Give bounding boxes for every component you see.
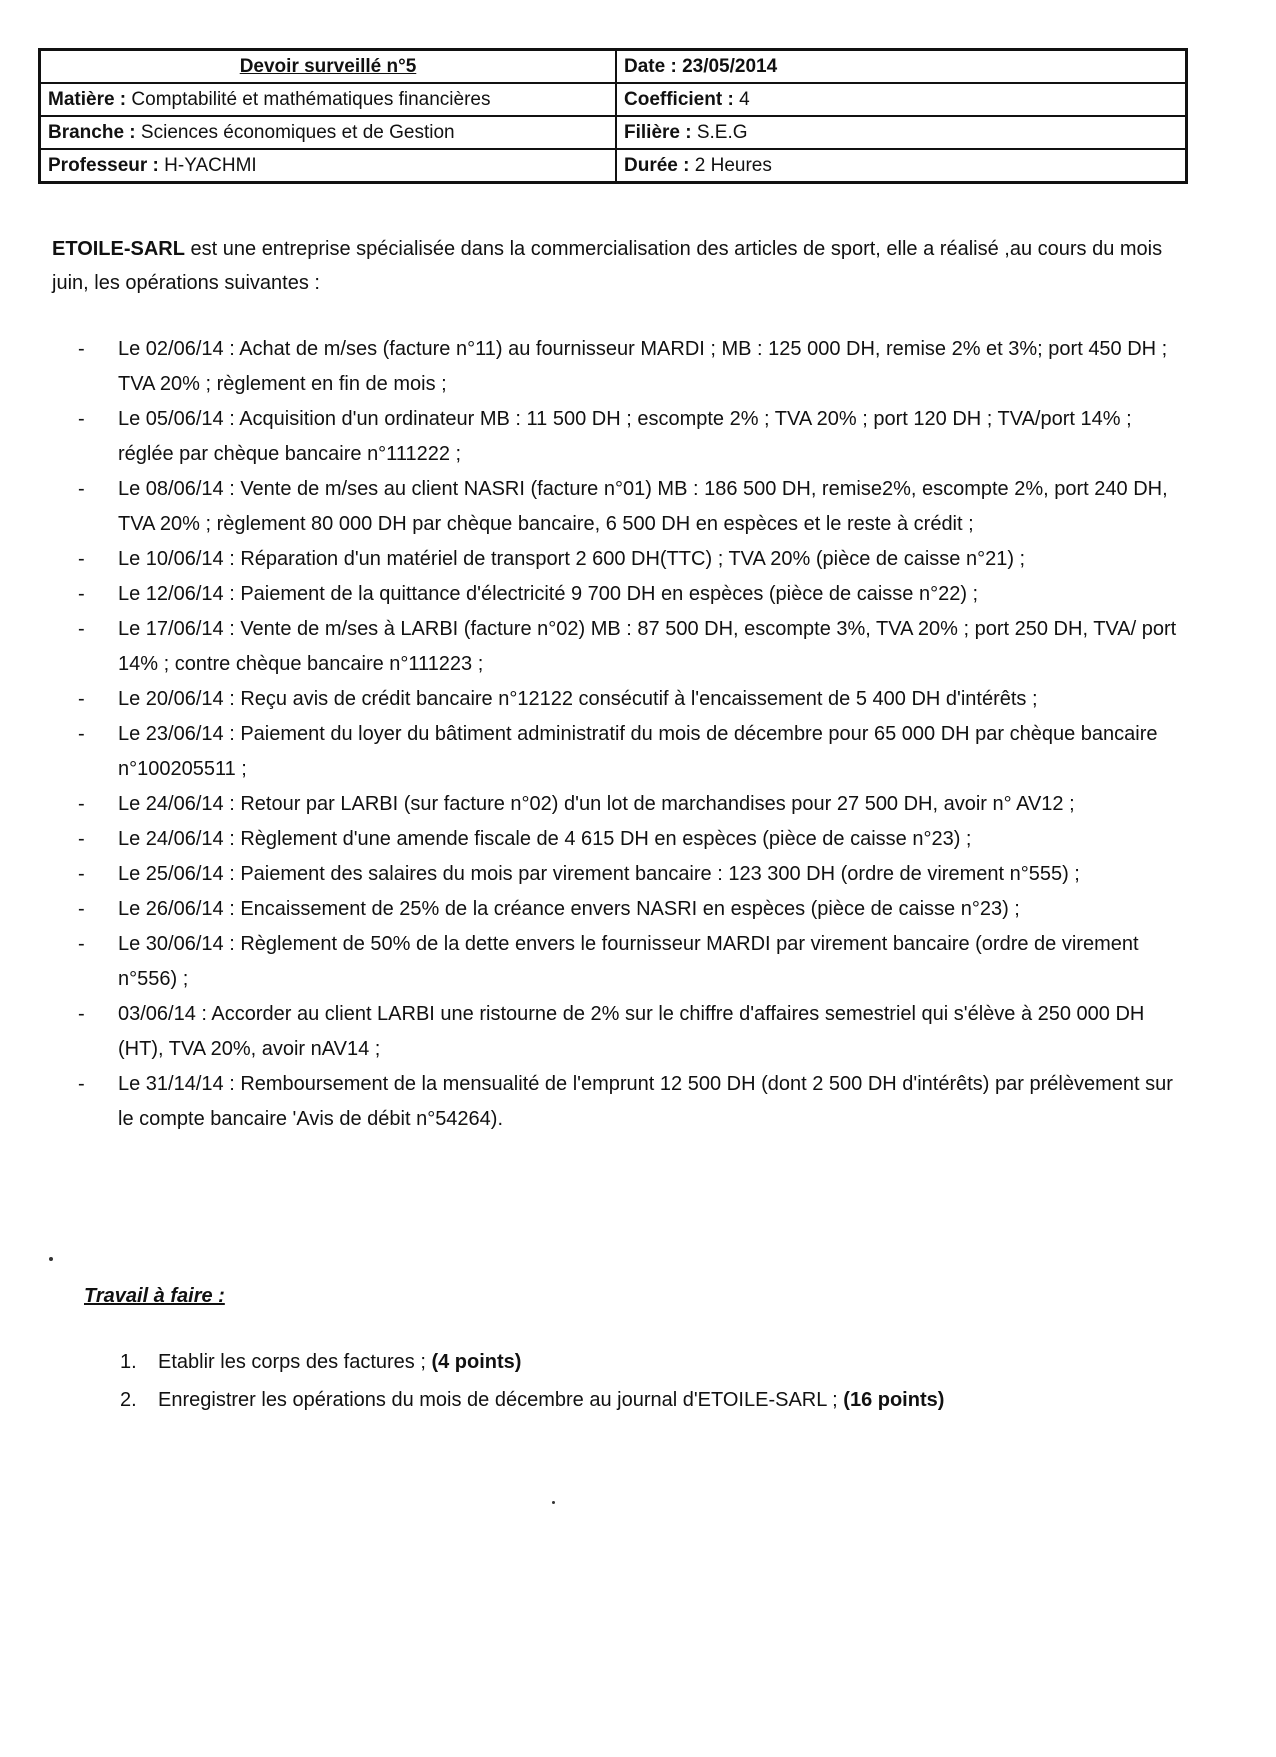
operation-item [52,857,1192,892]
header-row [40,50,1187,84]
list-dash: - [78,618,85,640]
track-label: Filière : [624,122,692,143]
operation-item [52,717,1192,787]
branch-cell [40,116,617,149]
list-dash: - [78,1003,85,1025]
operation-item [52,402,1192,472]
operation-item [52,822,1192,857]
subject-value: Comptabilité et mathématiques financières [131,89,491,110]
track-cell [616,116,1187,149]
operation-item [52,927,1192,997]
header-row [40,149,1187,183]
operation-item [52,542,1192,577]
operation-text: Le 02/06/14 : Achat de m/ses (facture n°11) au fournisseur MARDI ; MB : 125 000 DH, remise 2% et 3%; port 450 DH ; TVA 20% ; règlement en fin de mois ; [118,338,1168,395]
intro-paragraph [52,232,1182,300]
professor-label: Professeur : [48,155,159,176]
list-dash: - [78,1073,85,1095]
scan-speck [552,1501,555,1504]
task-text: Enregistrer les opérations du mois de décembre au journal d'ETOILE-SARL ; [158,1389,844,1411]
branch-value: Sciences économiques et de Gestion [140,122,455,143]
professor-value: H-YACHMI [164,155,257,176]
operation-text: Le 31/14/14 : Remboursement de la mensualité de l'emprunt 12 500 DH (dont 2 500 DH d'intérêts) par prélèvement sur le compte bancaire 'Avis de débit n°54264). [118,1073,1173,1130]
task-number: 1. [120,1351,137,1373]
operation-text: 03/06/14 : Accorder au client LARBI une ristourne de 2% sur le chiffre d'affaires semestriel qui s'élève à 250 000 DH (HT), TVA 20%, avoir nAV14 ; [118,1003,1145,1060]
operation-text: Le 30/06/14 : Règlement de 50% de la dette envers le fournisseur MARDI par virement bancaire (ordre de virement n°556) ; [118,933,1139,990]
operations-list [52,332,1192,1137]
subject-label: Matière : [48,89,127,110]
operation-item [52,332,1192,402]
operation-text: Le 25/06/14 : Paiement des salaires du mois par virement bancaire : 123 300 DH (ordre de virement n°555) ; [118,863,1080,885]
list-dash: - [78,933,85,955]
tasks-list [120,1343,1180,1419]
list-dash: - [78,793,85,815]
subject-cell [40,83,617,116]
operation-item [52,997,1192,1067]
operation-item [52,787,1192,822]
list-dash: - [78,898,85,920]
operation-item [52,612,1192,682]
task-number: 2. [120,1389,137,1411]
header-row [40,116,1187,149]
header-table [38,48,1188,184]
operation-item [52,892,1192,927]
operation-item [52,577,1192,612]
list-dash: - [78,478,85,500]
operation-text: Le 08/06/14 : Vente de m/ses au client NASRI (facture n°01) MB : 186 500 DH, remise2%, escompte 2%, port 240 DH, TVA 20% ; règlement 80 000 DH par chèque bancaire, 6 500 DH en espèces et le reste à crédit ; [118,478,1168,535]
duration-cell [616,149,1187,183]
coefficient-cell [616,83,1187,116]
exam-title: Devoir surveillé n°5 [239,56,417,77]
operation-text: Le 26/06/14 : Encaissement de 25% de la créance envers NASRI en espèces (pièce de caisse n°23) ; [118,898,1020,920]
list-dash: - [78,338,85,360]
operation-text: Le 23/06/14 : Paiement du loyer du bâtiment administratif du mois de décembre pour 65 000 DH par chèque bancaire n°100205511 ; [118,723,1158,780]
scan-speck [49,1257,53,1261]
task-points: (4 points) [431,1351,522,1373]
exam-title-cell [40,50,617,84]
professor-cell [40,149,617,183]
work-title: Travail à faire : [84,1285,225,1307]
track-value: S.E.G [696,122,748,143]
operation-text: Le 17/06/14 : Vente de m/ses à LARBI (facture n°02) MB : 87 500 DH, escompte 3%, TVA 20% ; port 250 DH, TVA/ port 14% ; contre chèque bancaire n°111223 ; [118,618,1177,675]
operation-item [52,1067,1192,1137]
date-cell [616,50,1187,84]
date-value: 23/05/2014 [682,56,778,77]
task-item [120,1343,1180,1381]
duration-label: Durée : [624,155,690,176]
operation-text: Le 24/06/14 : Règlement d'une amende fiscale de 4 615 DH en espèces (pièce de caisse n°23) ; [118,828,972,850]
task-points: (16 points) [843,1389,945,1411]
operation-item [52,472,1192,542]
task-text: Etablir les corps des factures ; [158,1351,432,1373]
date-label: Date : [624,56,677,77]
operation-text: Le 24/06/14 : Retour par LARBI (sur facture n°02) d'un lot de marchandises pour 27 500 DH, avoir n° AV12 ; [118,793,1075,815]
list-dash: - [78,548,85,570]
operation-text: Le 12/06/14 : Paiement de la quittance d'électricité 9 700 DH en espèces (pièce de caisse n°22) ; [118,583,979,605]
task-item [120,1381,1180,1419]
list-dash: - [78,688,85,710]
duration-value: 2 Heures [694,155,772,176]
operation-text: Le 05/06/14 : Acquisition d'un ordinateur MB : 11 500 DH ; escompte 2% ; TVA 20% ; port 120 DH ; TVA/port 14% ; réglée par chèque bancaire n°111222 ; [118,408,1132,465]
list-dash: - [78,583,85,605]
header-row [40,83,1187,116]
branch-label: Branche : [48,122,136,143]
intro-text: est une entreprise spécialisée dans la commercialisation des articles de sport, elle a réalisé ,au cours du mois juin, les opérations suivantes : [52,238,1163,294]
coefficient-label: Coefficient : [624,89,734,110]
list-dash: - [78,828,85,850]
list-dash: - [78,408,85,430]
operation-text: Le 20/06/14 : Reçu avis de crédit bancaire n°12122 consécutif à l'encaissement de 5 400 DH d'intérêts ; [118,688,1038,710]
coefficient-value: 4 [739,89,750,110]
operation-text: Le 10/06/14 : Réparation d'un matériel de transport 2 600 DH(TTC) ; TVA 20% (pièce de caisse n°21) ; [118,548,1026,570]
company-name: ETOILE-SARL [52,238,185,260]
operation-item [52,682,1192,717]
list-dash: - [78,863,85,885]
list-dash: - [78,723,85,745]
